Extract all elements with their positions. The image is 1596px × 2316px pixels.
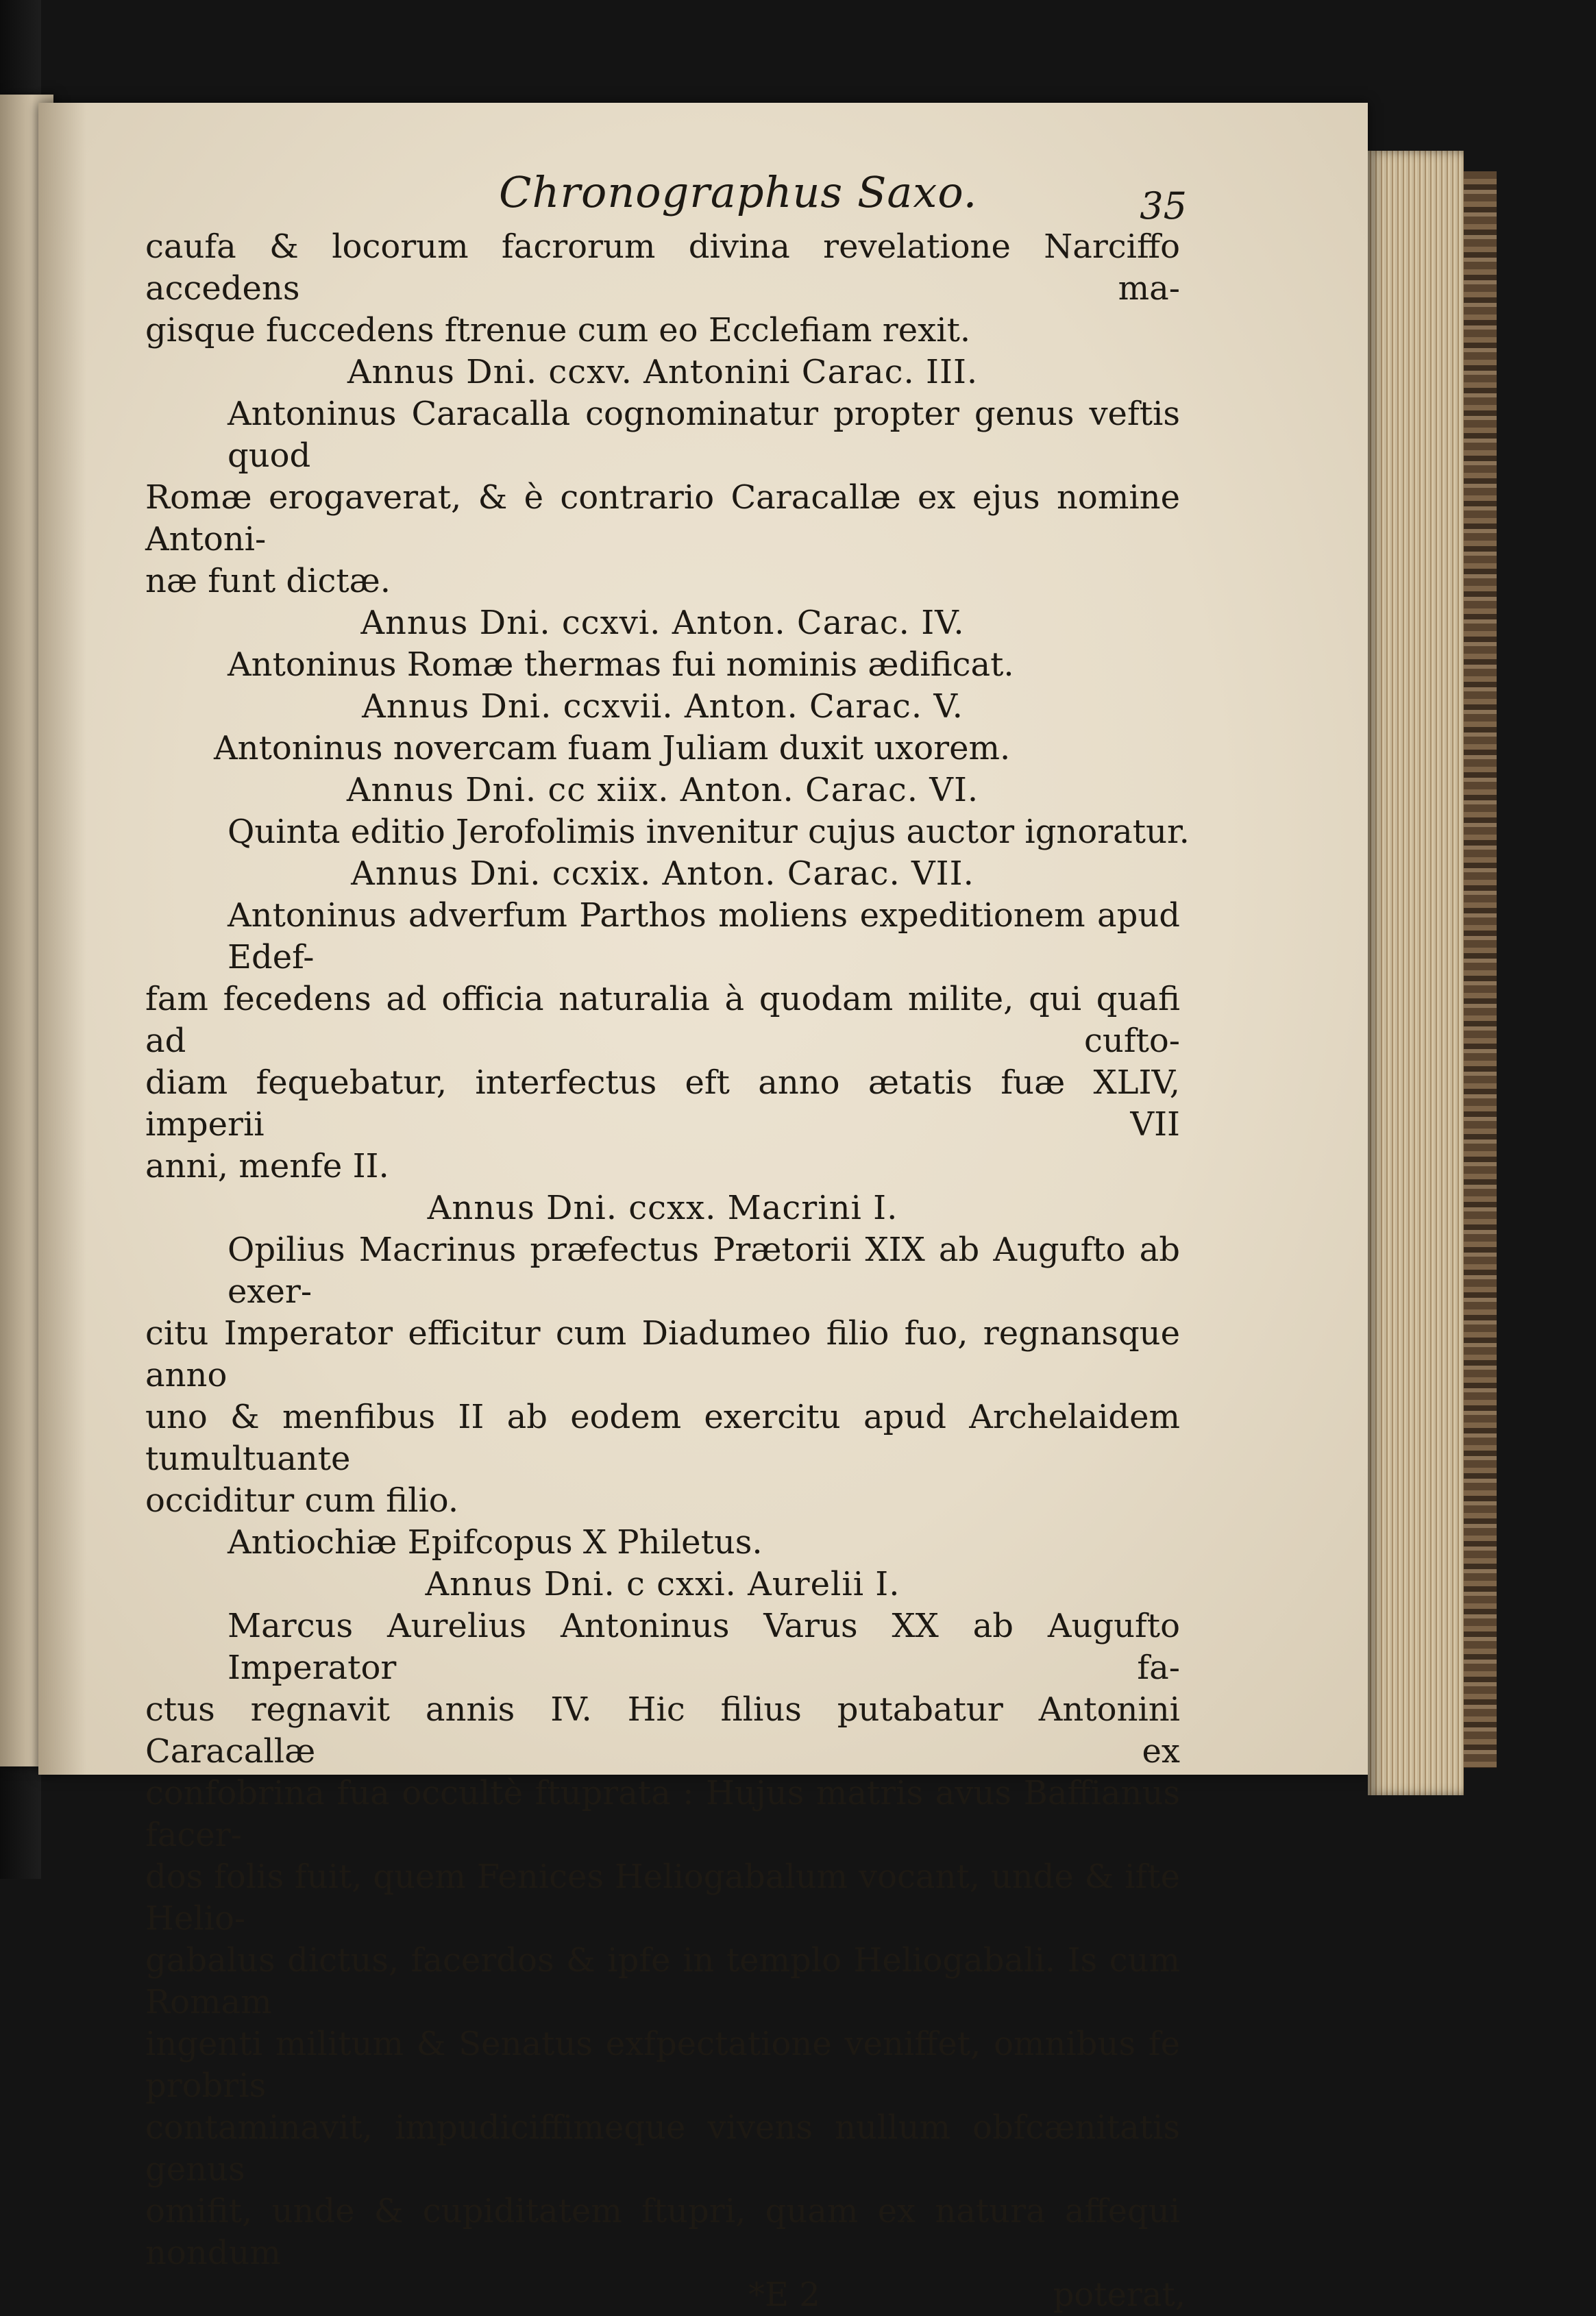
text-line: næ funt dictæ. [145, 562, 391, 600]
text-line: confobrina fua occultè ftuprata : Hujus matris avus Baffianus facer- [145, 1774, 1180, 1854]
text-line: Antoninus Romæ thermas fui nominis ædificat. [228, 645, 1014, 684]
catchword: poterat, [1053, 2276, 1186, 2314]
book-cover-edge [1464, 171, 1497, 1768]
year-heading: Annus Dni. ccxx. Macrini I. [427, 1189, 898, 1227]
text-line: contaminavit, impudiciffimeque vivens nullum obfcænitatis genus [145, 2108, 1180, 2189]
page-number: 35 [1140, 184, 1187, 227]
text-block [145, 158, 1190, 2316]
text-line: caufa & locorum facrorum divina revelatione Narciffo accedens ma- [145, 227, 1180, 308]
text-line: omifit, unde & cupiditatem ftupri, quam ex natura affequi nondum [145, 2192, 1180, 2272]
text-line: dos folis fuit, quem Fenices Heliogabalum vocant, unde & ifte Helio- [145, 1858, 1180, 1938]
signature-mark: *E 2 [748, 2276, 820, 2314]
text-line: anni, menfe II. [145, 1147, 389, 1185]
text-line: Antoninus adverfum Parthos moliens expeditionem apud Edef- [228, 896, 1180, 976]
page-block-edge [1368, 151, 1464, 1795]
text-line: Romæ erogaverat, & è contrario Caracallæ ex ejus nomine Antoni- [145, 478, 1180, 558]
year-heading: Annus Dni. ccxix. Anton. Carac. VII. [351, 854, 974, 893]
text-line: Marcus Aurelius Antoninus Varus XX ab Augufto Imperator fa- [228, 1607, 1180, 1687]
text-line: Antoninus novercam fuam Juliam duxit uxorem. [214, 729, 1011, 767]
text-line: gisque fuccedens ftrenue cum eo Ecclefiam rexit. [145, 311, 971, 349]
text-line: Antiochiæ Epifcopus X Philetus. [228, 1523, 763, 1562]
year-heading: Annus Dni. cc xiix. Anton. Carac. VI. [346, 771, 979, 809]
text-line: ctus regnavit annis IV. Hic filius putabatur Antonini Caracallæ ex [145, 1690, 1180, 1771]
year-heading: Annus Dni. ccxvii. Anton. Carac. V. [362, 687, 963, 726]
running-head [149, 158, 1187, 227]
text-line: uno & menfibus II ab eodem exercitu apud Archelaidem tumultuante [145, 1398, 1180, 1478]
text-line: Antoninus Caracalla cognominatur propter genus veftis quod [228, 395, 1180, 475]
page-footer [145, 2274, 1186, 2316]
year-heading: Annus Dni. ccxv. Antonini Carac. III. [347, 353, 979, 391]
text-line: occiditur cum filio. [145, 1481, 459, 1520]
text-line: gabalus dictus, facerdos & ipfe in templo Heliogabali. Is cum Romam [145, 1941, 1180, 2021]
running-head-title: Chronographus Saxo. [499, 167, 978, 217]
text-line: ingenti militum & Senatus exfpectatione veniffet, omnibus fe probris [145, 2025, 1180, 2105]
year-heading: Annus Dni. c cxxi. Aurelii I. [425, 1565, 900, 1603]
text-line: Opilius Macrinus præfectus Prætorii XIX ab Augufto ab exer- [228, 1231, 1180, 1311]
text-line: diam fequebatur, interfectus eft anno ætatis fuæ XLIV, imperii VII [145, 1063, 1180, 1144]
text-line: citu Imperator efficitur cum Diadumeo filio fuo, regnansque anno [145, 1314, 1180, 1394]
text-line: fam fecedens ad officia naturalia à quodam milite, qui quafi ad cufto- [145, 980, 1180, 1060]
year-heading: Annus Dni. ccxvi. Anton. Carac. IV. [360, 604, 965, 642]
page-gutter-shadow [38, 103, 86, 1775]
text-line: Quinta editio Jerofolimis invenitur cujus auctor ignoratur. [228, 813, 1190, 851]
